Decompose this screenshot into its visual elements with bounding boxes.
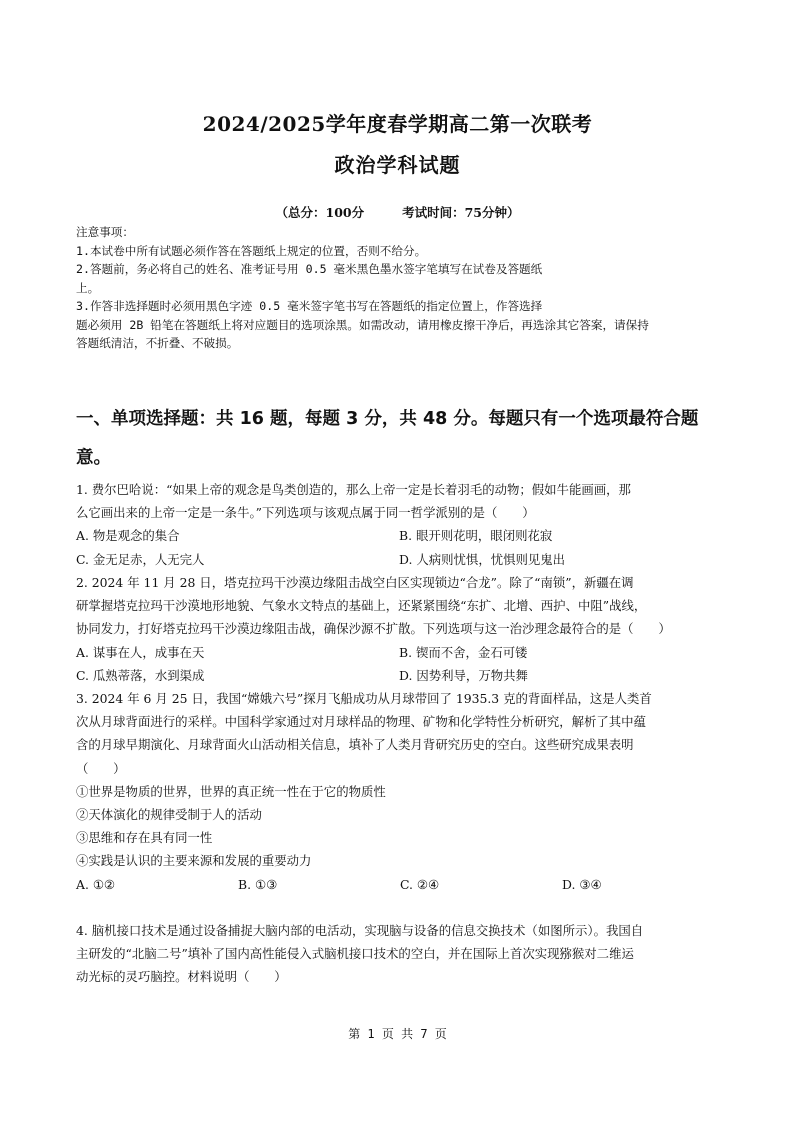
- question-text: 动光标的灵巧脑控。材料说明（ ）: [76, 969, 287, 985]
- option-d: D. ③④: [562, 876, 602, 892]
- option-row: [76, 641, 726, 664]
- question-text: 4. 脑机接口技术是通过设备捕捉大脑内部的电活动，实现脑与设备的信息交换技术（如图所示）。我国自: [76, 923, 644, 938]
- statement-3: ③思维和存在具有同一性: [76, 830, 213, 846]
- question-4: [76, 919, 726, 989]
- instruction-line: 上。: [76, 280, 100, 295]
- question-text: 3. 2024 年 6 月 25 日，我国“嫦娥六号”探月飞船成功从月球带回了 1935.3 克的背面样品，这是人类首: [76, 691, 652, 706]
- instructions-heading: 注意事项：: [76, 225, 134, 239]
- question-2: [76, 571, 726, 687]
- question-text: （ ）: [76, 760, 126, 776]
- instructions: [76, 223, 726, 353]
- instruction-line: 3.作答非选择题时必须用黑色字迹 0.5 毫米签字笔书写在答题纸的指定位置上，作答选择: [76, 299, 543, 313]
- option-a: A. 物是观念的集合: [76, 528, 180, 544]
- option-b: B. 锲而不舍，金石可镂: [399, 644, 528, 660]
- total-score: （总分：100分: [275, 205, 365, 220]
- instruction-line: 1.本试卷中所有试题必须作答在答题纸上规定的位置，否则不给分。: [76, 243, 427, 258]
- question-1: [76, 478, 726, 571]
- exam-meta: [0, 203, 795, 221]
- instruction-line: 2.答题前，务必将自己的姓名、准考证号用 0.5 毫米黑色墨水签字笔填写在试卷及答题纸: [76, 262, 543, 276]
- option-d: D. 人病则忧惧，忧惧则见鬼出: [399, 551, 566, 567]
- exam-title: 2024/2025学年度春学期高二第一次联考: [202, 112, 593, 136]
- option-c: C. 瓜熟蒂落，水到渠成: [76, 667, 205, 683]
- instruction-line: 题必须用 2B 铅笔在答题纸上将对应题目的选项涂黑。如需改动，请用橡皮擦干净后，再选涂其它答案，请保持: [76, 317, 649, 332]
- statement-1: ①世界是物质的世界，世界的真正统一性在于它的物质性: [76, 783, 386, 799]
- question-text: 主研发的“北脑二号”填补了国内高性能侵入式脑机接口技术的空白，并在国际上首次实现猕猴对二维运: [76, 946, 634, 962]
- question-text: 研掌握塔克拉玛干沙漠地形地貌、气象水文特点的基础上，还紧紧围绕“东扩、北增、西护、中阻”战线，: [76, 598, 647, 614]
- option-row: [76, 524, 726, 547]
- section-heading: [76, 400, 726, 478]
- question-text: 么它画出来的上帝一定是一条牛。”下列选项与该观点属于同一哲学派别的是（ ）: [76, 505, 535, 521]
- question-text: 次从月球背面进行的采样。中国科学家通过对月球样品的物理、矿物和化学特性分析研究，解析了其中蕴: [76, 714, 646, 730]
- section-heading-line: 意。: [76, 448, 111, 468]
- option-a: A. ①②: [76, 876, 116, 892]
- question-text: 1. 费尔巴哈说：“如果上帝的观念是鸟类创造的，那么上帝一定是长着羽毛的动物；假如牛能画画，那: [76, 482, 631, 497]
- question-text: 含的月球早期演化、月球背面火山活动相关信息，填补了人类月背研究历史的空白。这些研究成果表明: [76, 737, 634, 753]
- exam-subtitle: 政治学科试题: [334, 153, 461, 177]
- option-a: A. 谋事在人，成事在天: [76, 644, 205, 660]
- option-d: D. 因势利导，万物共舞: [399, 667, 528, 683]
- option-c: C. 金无足赤，人无完人: [76, 551, 205, 567]
- statement-4: ④实践是认识的主要来源和发展的重要动力: [76, 853, 312, 869]
- option-row: [76, 548, 726, 571]
- question-3: [76, 687, 726, 896]
- option-b: B. ①③: [238, 876, 278, 892]
- instruction-line: 答题纸清洁，不折叠、不破损。: [76, 336, 239, 350]
- page-number: 第 1 页 共 7 页: [348, 1027, 447, 1041]
- option-row: [76, 873, 726, 896]
- exam-time: 考试时间：75分钟）: [402, 205, 520, 220]
- option-row: [76, 664, 726, 687]
- option-c: C. ②④: [400, 876, 440, 892]
- section-heading-line: 一、单项选择题：共 16 题，每题 3 分，共 48 分。每题只有一个选项最符合题: [76, 409, 699, 429]
- statement-2: ②天体演化的规律受制于人的活动: [76, 807, 262, 823]
- question-text: 协同发力，打好塔克拉玛干沙漠边缘阻击战，确保沙源不扩散。下列选项与这一治沙理念最符合的是（ ）: [76, 621, 671, 637]
- question-text: 2. 2024 年 11 月 28 日，塔克拉玛干沙漠边缘阻击战空白区实现锁边“合龙”。除了“南锁”，新疆在调: [76, 575, 634, 590]
- option-b: B. 眼开则花明，眼闭则花寂: [399, 528, 553, 544]
